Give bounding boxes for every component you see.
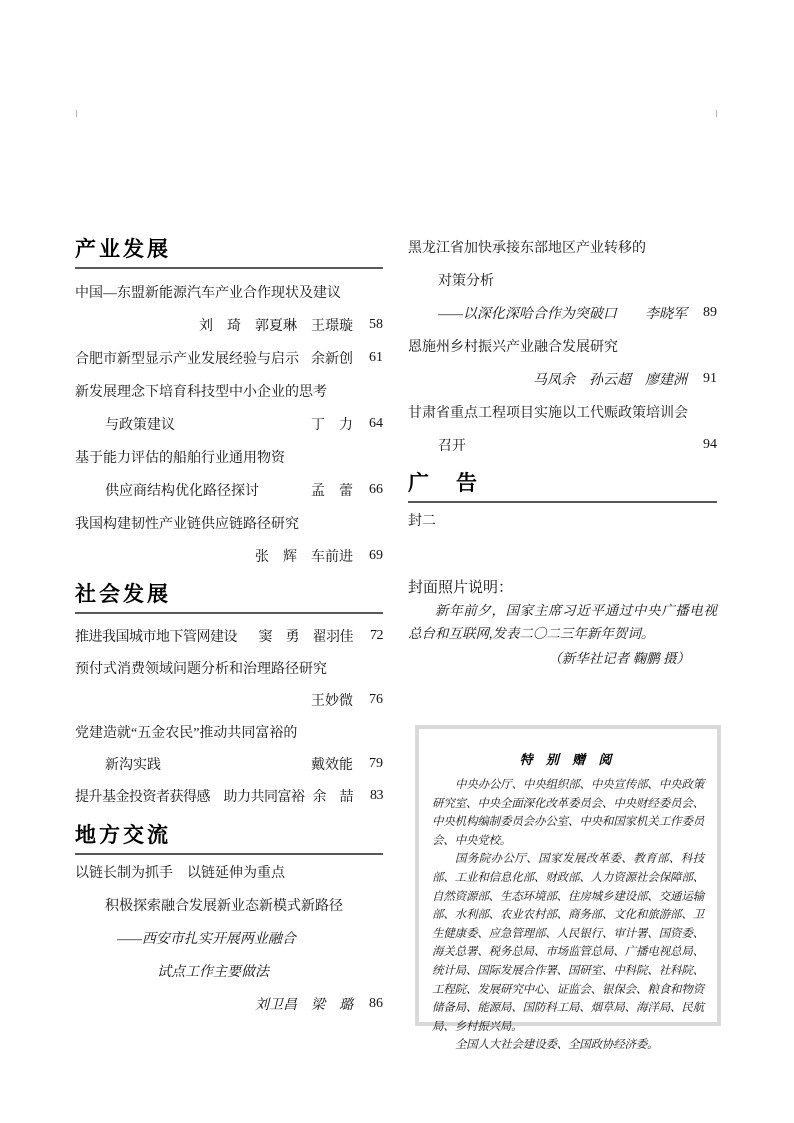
- entry-authors: 余新创: [311, 351, 353, 367]
- entry-title: 以链长制为抓手 以链延伸为重点: [75, 865, 285, 881]
- entry-authors: 李晓军: [645, 306, 687, 322]
- section-heading-advertisement: 广 告: [408, 471, 480, 495]
- toc-entry: [75, 652, 383, 684]
- entry-title: 黑龙江省加快承接东部地区产业转移的: [408, 240, 646, 256]
- entry-title: 供应商结构优化路径探讨: [105, 483, 259, 499]
- toc-entry: [75, 780, 383, 812]
- entry-subtitle: ——以深化深哈合作为突破口: [438, 306, 617, 322]
- special-gift-box: [415, 725, 721, 1052]
- entry-page-number: 76: [369, 692, 383, 707]
- toc-entry: [408, 230, 717, 263]
- section-entries-continued: [408, 230, 717, 461]
- entry-title: 基于能力评估的船舶行业通用物资: [75, 450, 285, 466]
- entry-authors: 马凤余 孙云超 廖建洲: [533, 372, 687, 388]
- toc-entry: [408, 503, 717, 536]
- toc-entry: [408, 395, 717, 428]
- gift-box-paragraph: 中央办公厅、中央组织部、中央宣传部、中央政策研究室、中央全面深化改革委员会、中央财经委员会、中央机构编制委员会办公室、中央和国家机关工作委员会、中央党校。: [432, 779, 704, 847]
- entry-title: 推进我国城市地下管网建设: [75, 630, 237, 645]
- toc-entry: [408, 362, 717, 395]
- section-entries-local-exchange: [75, 855, 383, 1020]
- entry-authors: 张 辉 车前进: [255, 549, 353, 565]
- entry-title: 我国构建韧性产业链供应链路径研究: [75, 516, 299, 532]
- entry-title: 中国—东盟新能源汽车产业合作现状及建议: [75, 285, 341, 301]
- entry-title: 新沟实践: [105, 758, 161, 773]
- toc-entry: [75, 987, 383, 1020]
- toc-entry: [75, 748, 383, 780]
- entry-authors: 窦 勇 翟羽佳: [258, 630, 353, 645]
- toc-entry: [75, 275, 383, 308]
- toc-entry: [75, 620, 383, 652]
- section-heading-industry: 产业发展: [75, 237, 171, 261]
- entry-authors: 刘 琦 郭夏琳 王璟璇: [199, 318, 353, 334]
- entry-subtitle: ——西安市扎实开展两业融合: [117, 931, 296, 947]
- entry-title: 预付式消费领域问题分析和治理路径研究: [75, 662, 327, 677]
- entry-title: 新发展理念下培育科技型中小企业的思考: [75, 384, 327, 400]
- toc-entry: [75, 888, 383, 921]
- gift-box-title: 特 别 赠 阅: [519, 752, 617, 767]
- toc-entry: [75, 921, 383, 954]
- entry-title: 与政策建议: [105, 417, 175, 433]
- entry-authors: 戴效能: [311, 758, 353, 773]
- entry-page-number: 83: [370, 788, 383, 803]
- toc-entry: [75, 440, 383, 473]
- toc-entry: [75, 374, 383, 407]
- section-heading-society: 社会发展: [75, 582, 171, 606]
- entry-page-number: 58: [369, 316, 383, 332]
- gift-box-paragraph: 国务院办公厅、国家发展改革委、教育部、科技部、工业和信息化部、财政部、人力资源社会保障部、自然资源部、生态环境部、住房城乡建设部、交通运输部、水利部、农业农村部、商务部、文化和旅游部、卫生健康委、应急管理部、人民银行、审计署、国资委、海关总署、税务总局、市场监管总局、广播电视总局、统计局、国际发展合作署、国研室、中科院、社科院、工程院、发展研究中心、证监会、银保会、粮食和物资储备局、能源局、国防科工局、烟草局、海洋局、民航局、乡村振兴局。: [432, 853, 704, 1033]
- left-column: [75, 0, 383, 1020]
- toc-entry: [75, 855, 383, 888]
- toc-entry: [408, 329, 717, 362]
- entry-title: 党建造就“五金农民”推动共同富裕的: [75, 726, 298, 741]
- entry-page-number: 79: [369, 756, 383, 771]
- entry-authors: 王妙微: [311, 694, 353, 709]
- toc-entry: [408, 428, 717, 461]
- entry-title: 恩施州乡村振兴产业融合发展研究: [408, 339, 618, 355]
- entry-title: 甘肃省重点工程项目实施以工代赈政策培训会: [408, 405, 688, 421]
- entry-page-number: 64: [369, 415, 383, 431]
- toc-entry: [408, 263, 717, 296]
- section-entries-society: [75, 620, 383, 812]
- entry-authors: 孟 蕾: [311, 483, 353, 499]
- entry-title: 合肥市新型显示产业发展经验与启示: [75, 351, 299, 367]
- entry-page-number: 94: [703, 436, 717, 452]
- section-heading-local-exchange: 地方交流: [75, 823, 171, 847]
- entry-page-number: 69: [369, 547, 383, 563]
- entry-page-number: 91: [703, 370, 717, 386]
- toc-entry: [75, 954, 383, 987]
- entry-page-number: 61: [369, 349, 383, 365]
- entry-title: 积极探索融合发展新业态新模式新路径: [105, 898, 343, 914]
- section-entries-industry: [75, 275, 383, 572]
- toc-entry: [75, 407, 383, 440]
- toc-entry: [75, 539, 383, 572]
- entry-title: 对策分析: [438, 273, 494, 289]
- toc-entry: [75, 341, 383, 374]
- toc-entry: [408, 296, 717, 329]
- gift-box-paragraph: 全国人大社会建设委、全国政协经济委。: [455, 1039, 659, 1052]
- entry-page-number: 66: [369, 481, 383, 497]
- entry-page-number: 89: [703, 304, 717, 320]
- section-rule: [75, 612, 383, 614]
- cover-note-body: 新年前夕，国家主席习近平通过中央广播电视总台和互联网,发表二〇二三年新年贺词。: [408, 603, 717, 641]
- entry-authors: 丁 力: [311, 417, 353, 433]
- entry-subtitle: 试点工作主要做法: [157, 964, 269, 980]
- entry-authors: 余 喆: [312, 790, 353, 805]
- cover-note-title: 封面照片说明：: [408, 580, 514, 596]
- section-rule: [75, 267, 383, 269]
- toc-entry: [75, 716, 383, 748]
- toc-entry: [75, 684, 383, 716]
- entry-title: 提升基金投资者获得感 助力共同富裕: [75, 790, 305, 805]
- entry-page-number: 86: [369, 995, 383, 1011]
- entry-title: 召开: [438, 438, 466, 454]
- section-entries-advertisement: [408, 503, 717, 536]
- toc-entry: [75, 506, 383, 539]
- entry-authors: 刘卫昌 梁 璐: [255, 997, 353, 1013]
- entry-page-number: 72: [370, 628, 383, 643]
- ad-item: 封二: [408, 513, 436, 529]
- toc-entry: [75, 473, 383, 506]
- right-column: [408, 0, 717, 671]
- cover-note-credit: （新华社记者 鞠鹏 摄）: [548, 651, 690, 666]
- toc-entry: [75, 308, 383, 341]
